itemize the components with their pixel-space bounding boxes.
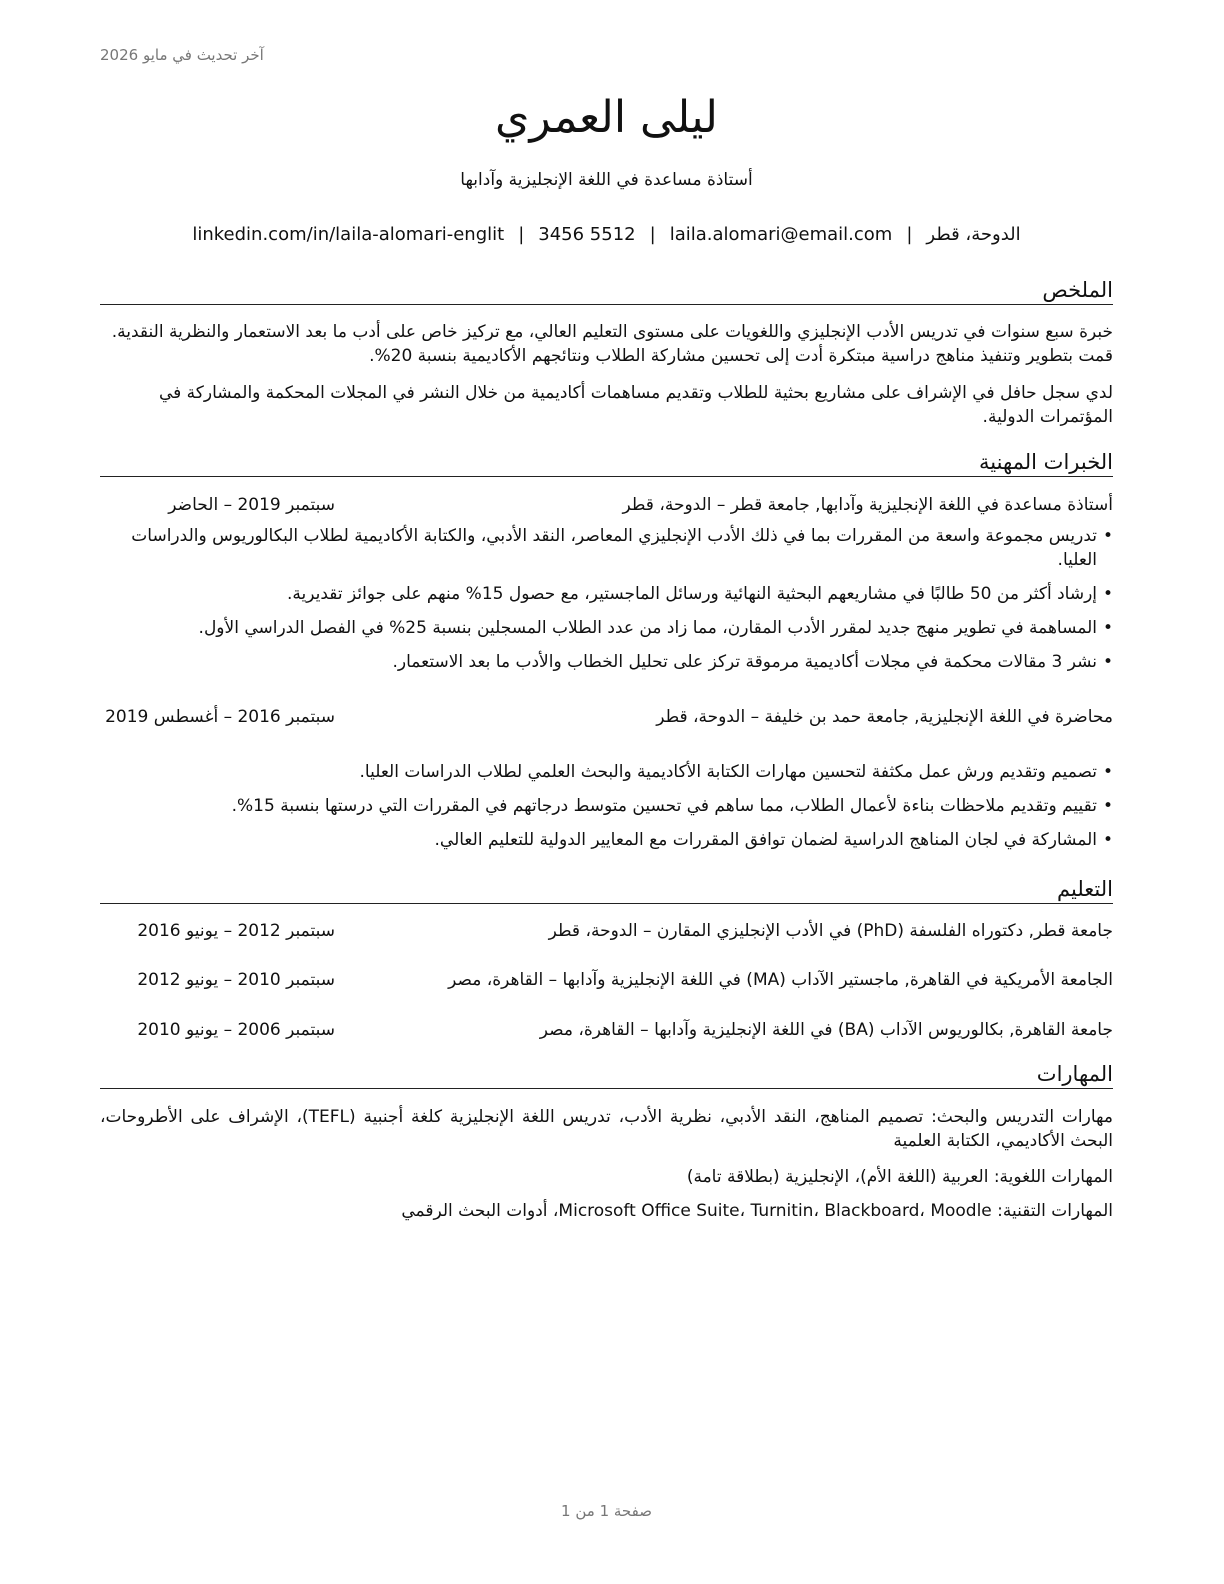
education-item-title: جامعة قطر, دكتوراه الفلسفة (PhD) في الأدب الإنجليزي المقارن – الدوحة، قطر [548,921,1113,941]
education-item-dates: سبتمبر 2010 – يونيو 2012 [137,970,335,990]
education-item-dates: سبتمبر 2006 – يونيو 2010 [137,1020,335,1040]
summary-paragraph: خبرة سبع سنوات في تدريس الأدب الإنجليزي واللغويات على مستوى التعليم العالي، مع تركيز خاص على أدب ما بعد الاستعمار والنظرية النقدية. قمت بتطوير وتنفيذ مناهج دراسية مبتكرة أدت إلى تحسين مشاركة الطلاب ونتائجهم الأكاديمية بنسبة 20%. [111,322,1113,366]
list-item: • المساهمة في تطوير منهج جديد لمقرر الأدب المقارن، مما زاد من عدد الطلاب المسجلين بنسبة 25% في الفصل الدراسي الأول. [198,618,1113,638]
contact-location: الدوحة، قطر [926,224,1021,245]
job-title: محاضرة في اللغة الإنجليزية, جامعة حمد بن خليفة – الدوحة، قطر [656,707,1113,727]
list-item: • تقييم وتقديم ملاحظات بناءة لأعمال الطلاب، مما ساهم في تحسين متوسط درجاتهم في المقررات التي درستها بنسبة 15%. [231,796,1113,816]
bullet-icon: • [1102,796,1113,816]
job-dates: سبتمبر 2016 – أغسطس 2019 [105,707,335,727]
headline: أستاذة مساعدة في اللغة الإنجليزية وآدابها [460,170,753,190]
resume-page [100,0,1113,1584]
education-item-title: الجامعة الأمريكية في القاهرة, ماجستير الآداب (MA) في اللغة الإنجليزية وآدابها – القاهرة، مصر [448,970,1113,990]
last-updated: آخر تحديث في مايو 2026 [100,46,264,64]
contact-separator: | [906,224,913,245]
contact-separator: | [518,224,525,245]
bullet-icon: • [1102,652,1113,672]
skills-languages: المهارات اللغوية: العربية (اللغة الأم)، الإنجليزية (بطلاقة تامة) [686,1167,1113,1187]
bullet-icon: • [1102,584,1113,604]
bullet-icon: • [1102,526,1113,546]
summary-heading: الملخص [100,276,1113,305]
bullet-icon: • [1102,762,1113,782]
page-number: صفحة 1 من 1 [561,1502,652,1520]
list-item: • تصميم وتقديم ورش عمل مكثفة لتحسين مهارات الكتابة الأكاديمية والبحث العلمي لطلاب الدراسات العليا. [359,762,1113,782]
job-title: أستاذة مساعدة في اللغة الإنجليزية وآدابها, جامعة قطر – الدوحة، قطر [622,495,1113,515]
job-bullets [118,760,1113,862]
list-item: • إرشاد أكثر من 50 طالبًا في مشاريعهم البحثية النهائية ورسائل الماجستير، مع حصول 15% منهم على جوائز تقديرية. [286,584,1113,604]
bullet-icon: • [1102,618,1113,638]
contact-line [100,224,1113,245]
contact-phone: 3456 5512 [538,224,636,245]
person-name: ليلى العمري [495,92,718,143]
contact-email[interactable]: laila.alomari@email.com [669,224,893,245]
list-item: • تدريس مجموعة واسعة من المقررات بما في ذلك الأدب الإنجليزي المعاصر، النقد الأدبي، والكتابة الأكاديمية لطلاب البكالوريوس والدراسات العليا. [131,526,1113,570]
skills-heading: المهارات [100,1060,1113,1089]
summary-paragraph: لدي سجل حافل في الإشراف على مشاريع بحثية للطلاب وتقديم مساهمات أكاديمية من خلال النشر في المجلات المحكمة والمشاركة في المؤتمرات الدولية. [158,383,1113,427]
job-bullets [118,524,1113,684]
list-item: • المشاركة في لجان المناهج الدراسية لضمان توافق المقررات مع المعايير الدولية للتعليم العالي. [434,830,1113,850]
contact-linkedin[interactable]: linkedin.com/in/laila-alomari-englit [192,224,505,245]
job-dates: سبتمبر 2019 – الحاضر [168,495,335,515]
education-item-title: جامعة القاهرة, بكالوريوس الآداب (BA) في اللغة الإنجليزية وآدابها – القاهرة، مصر [539,1020,1113,1040]
list-item: • نشر 3 مقالات محكمة في مجلات أكاديمية مرموقة تركز على تحليل الخطاب والأدب ما بعد الاستعمار. [392,652,1113,672]
skills-teaching: مهارات التدريس والبحث: تصميم المناهج، النقد الأدبي، نظرية الأدب، تدريس اللغة الإنجليزية كلغة أجنبية (TEFL)، الإشراف على الأطروحات، البحث الأكاديمي، الكتابة العلمية [100,1107,1113,1151]
contact-separator: | [649,224,656,245]
skills-technical: المهارات التقنية: Microsoft Office Suite، Turnitin، Blackboard، Moodle، أدوات البحث الرقمي [401,1201,1113,1221]
experience-heading: الخبرات المهنية [100,448,1113,477]
education-heading: التعليم [100,875,1113,904]
bullet-icon: • [1102,830,1113,850]
education-item-dates: سبتمبر 2012 – يونيو 2016 [137,921,335,941]
